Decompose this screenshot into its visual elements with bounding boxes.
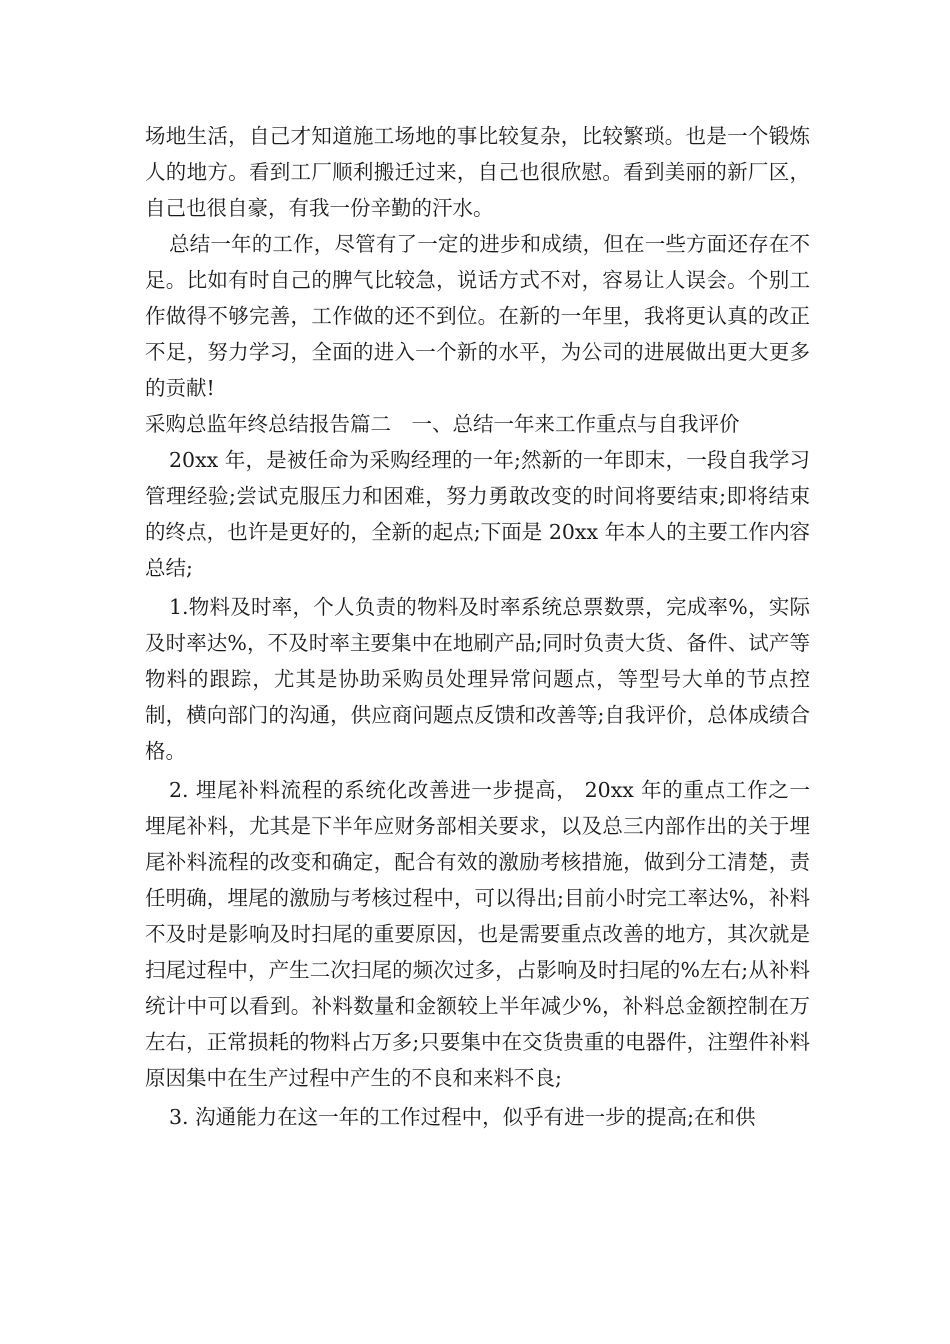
paragraph-appointment: 20xx 年，是被任命为采购经理的一年;然新的一年即末，一段自我学习管理经验;尝试克服压力和困难，努力勇敢改变的时间将要结束;即将结束的终点，也许是更好的，全新的起点;下面是 20xx 年本人的主要工作内容总结; bbox=[145, 448, 810, 580]
paragraph-year-summary: 总结一年的工作，尽管有了一定的进步和成绩，但在一些方面还存在不足。比如有时自己的脾气比较急，说话方式不对，容易让人误会。个别工作做得不够完善，工作做的还不到位。在新的一年里，我将更认真的改正不足，努力学习，全面的进入一个新的水平，为公司的进展做出更大更多的贡献! bbox=[145, 232, 810, 400]
paragraph-item-1: 1.物料及时率，个人负责的物料及时率系统总票数票，完成率%，实际及时率达%，不及时率主要集中在地刷产品;同时负责大货、备件、试产等物料的跟踪，尤其是协助采购员处理异常问题点，等型号大单的节点控制，横向部门的沟通，供应商问题点反馈和改善等;自我评价，总体成绩合格。 bbox=[145, 595, 810, 763]
section-heading: 采购总监年终总结报告篇二 一、总结一年来工作重点与自我评价 bbox=[145, 412, 740, 436]
paragraph-item-3: 3. 沟通能力在这一年的工作过程中，似乎有进一步的提高;在和供 bbox=[169, 1105, 756, 1129]
paragraph-item-2: 2. 埋尾补料流程的系统化改善进一步提高， 20xx 年的重点工作之一埋尾补料，尤其是下半年应财务部相关要求，以及总三内部作出的关于埋尾补料流程的改变和确定，配合有效的激励考核措施，做到分工清楚，责任明确，埋尾的激励与考核过程中，可以得出;目前小时完工率达%，补料不及时是影响及时扫尾的重要原因，也是需要重点改善的地方，其次就是扫尾过程中，产生二次扫尾的频次过多，占影响及时扫尾的%左右;从补料统计中可以看到。补料数量和金额较上半年减少%，补料总金额控制在万左右，正常损耗的物料占万多;只要集中在交货贵重的电器件，注塑件补料原因集中在生产过程中产生的不良和来料不良; bbox=[145, 778, 810, 1090]
document-page bbox=[145, 118, 810, 1135]
paragraph-site-life: 场地生活，自己才知道施工场地的事比较复杂，比较繁琐。也是一个锻炼人的地方。看到工厂顺利搬迁过来，自己也很欣慰。看到美丽的新厂区，自己也很自豪，有我一份辛勤的汗水。 bbox=[145, 124, 810, 220]
